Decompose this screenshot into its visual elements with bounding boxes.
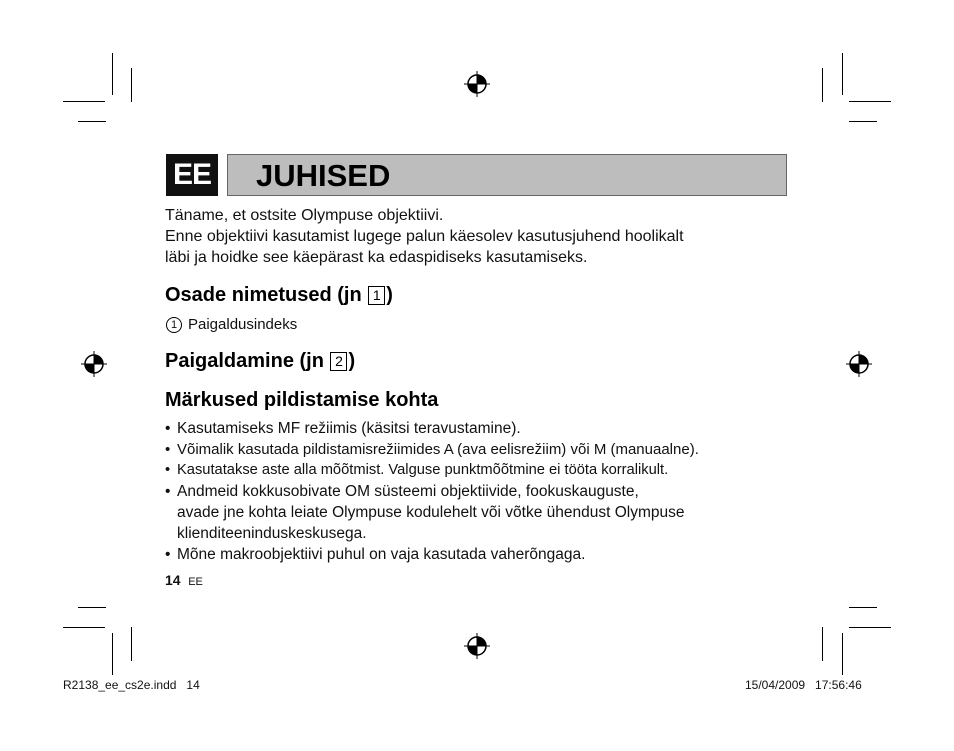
crop-mark: [849, 627, 891, 628]
bullet-marker: •: [165, 483, 171, 500]
bullet-marker: •: [165, 546, 171, 563]
crop-mark: [842, 633, 843, 675]
heading-close: ): [386, 284, 393, 306]
list-item: [165, 439, 805, 460]
list-item: [165, 544, 805, 565]
list-item: [165, 460, 805, 481]
crop-mark: [78, 121, 106, 122]
list-item-text: Andmeid kokkusobivate OM süsteemi objektiivide, fookuskauguste,: [177, 483, 639, 500]
registration-mark-icon: [846, 351, 872, 377]
crop-mark: [822, 68, 823, 102]
list-item-continuation: [165, 502, 805, 523]
parts-heading: [165, 283, 393, 307]
crop-mark: [849, 101, 891, 102]
language-badge: EE: [166, 154, 218, 196]
page-language: EE: [188, 576, 203, 588]
intro-line: Enne objektiivi kasutamist lugege palun käesolev kasutusjuhend hoolikalt: [165, 228, 684, 245]
crop-mark: [842, 53, 843, 95]
intro-paragraph: [165, 205, 795, 268]
crop-mark: [112, 53, 113, 95]
list-item-text: klienditeeninduskeskusega.: [177, 525, 367, 542]
slug-date: 15/04/2009 17:56:46: [745, 678, 862, 692]
registration-mark-icon: [464, 633, 490, 659]
item-label: Paigaldusindeks: [188, 316, 298, 333]
parts-item: [166, 316, 297, 333]
crop-mark: [78, 607, 106, 608]
list-item-continuation: [165, 523, 805, 544]
intro-line: Täname, et ostsite Olympuse objektiivi.: [165, 207, 444, 224]
item-number: 1: [166, 317, 182, 333]
crop-mark: [112, 633, 113, 675]
crop-mark: [131, 68, 132, 102]
crop-mark: [849, 121, 877, 122]
crop-mark: [63, 627, 105, 628]
registration-mark-icon: [464, 71, 490, 97]
list-item-text: avade jne kohta leiate Olympuse kodulehelt või võtke ühendust Olympuse: [177, 504, 685, 521]
figure-ref: 1: [368, 286, 385, 305]
slug-file: R2138_ee_cs2e.indd 14: [63, 678, 200, 692]
list-item-text: Kasutatakse aste alla mõõtmist. Valguse punktmõõtmine ei tööta korralikult.: [177, 462, 669, 478]
crop-mark: [822, 627, 823, 661]
heading-close: ): [348, 350, 356, 372]
intro-line: läbi ja hoidke see käepärast ka edaspidiseks kasutamiseks.: [165, 249, 588, 266]
crop-mark: [849, 607, 877, 608]
registration-mark-icon: [81, 351, 107, 377]
list-item-text: Mõne makroobjektiivi puhul on vaja kasutada vaherõngaga.: [177, 546, 586, 563]
crop-mark: [131, 627, 132, 661]
page-title: JUHISED: [256, 158, 391, 193]
page-number: [165, 572, 203, 588]
list-item: [165, 481, 805, 502]
mounting-heading-text: Paigaldamine (jn: [165, 350, 330, 372]
list-item-text: Kasutamiseks MF režiimis (käsitsi teravustamine).: [177, 420, 521, 437]
bullet-marker: •: [165, 462, 171, 478]
bullet-marker: •: [165, 441, 171, 458]
list-item: [165, 418, 805, 439]
figure-ref: 2: [330, 352, 347, 371]
list-item-text: Võimalik kasutada pildistamisrežiimides A (ava eelisrežiim) või M (manuaalne).: [177, 441, 699, 458]
notes-heading: Märkused pildistamise kohta: [165, 389, 439, 411]
crop-mark: [63, 101, 105, 102]
page-number-value: 14: [165, 572, 181, 588]
bullet-marker: •: [165, 420, 171, 437]
mounting-heading: [165, 349, 355, 373]
notes-list: [165, 418, 805, 565]
parts-heading-text: Osade nimetused (jn: [165, 284, 368, 306]
